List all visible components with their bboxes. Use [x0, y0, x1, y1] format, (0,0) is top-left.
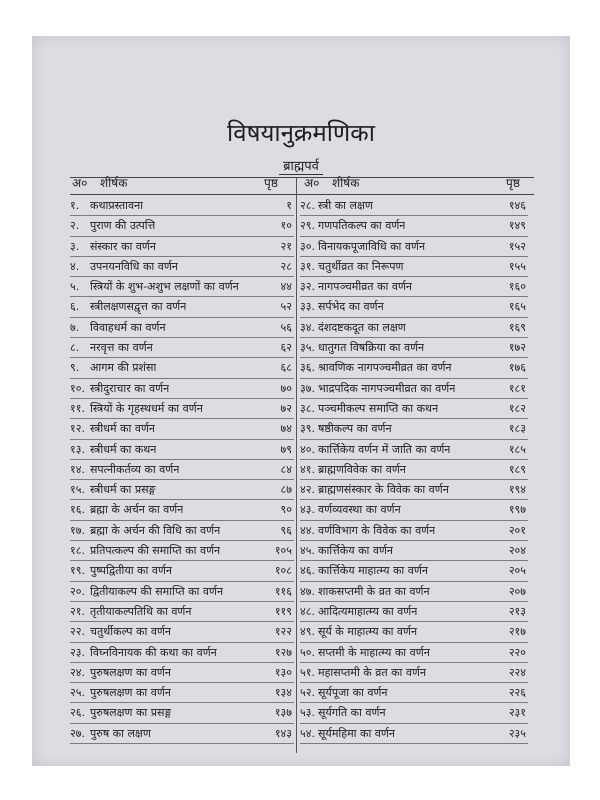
- toc-entry-page: ५६: [280, 320, 292, 334]
- toc-entry-number: ३३.: [300, 300, 315, 314]
- toc-entry-title: विघ्नविनायक की कथा का वर्णन: [90, 645, 217, 659]
- toc-row: [300, 338, 528, 358]
- toc-entry-title: कार्त्तिकेय वर्णन में जाति का वर्णन: [318, 442, 451, 456]
- toc-entry-number: ६.: [70, 300, 80, 314]
- toc-entry-page: १३४: [274, 686, 292, 700]
- toc-entry-title: प्रतिपत्कल्प की समाप्ति का वर्णन: [90, 544, 221, 558]
- toc-row: [70, 440, 294, 460]
- toc-entry-page: २२०: [508, 645, 526, 659]
- toc-entry-page: ८४: [280, 462, 292, 476]
- toc-row: [300, 521, 528, 541]
- toc-entry-number: ३६.: [300, 361, 315, 375]
- toc-entry-number: १०.: [70, 381, 85, 395]
- toc-entry-number: ७.: [70, 320, 80, 334]
- toc-entry-number: २५.: [70, 686, 85, 700]
- toc-entry-page: १६०: [508, 280, 526, 294]
- toc-entry-page: १९४: [508, 483, 526, 497]
- toc-entry-page: २०४: [508, 544, 526, 558]
- toc-row: [70, 663, 294, 683]
- toc-entry-page: १७२: [508, 341, 526, 355]
- toc-entry-page: १०५: [274, 544, 292, 558]
- toc-entry-title: पुरुषलक्षण का वर्णन: [90, 686, 171, 700]
- toc-row: [70, 216, 294, 236]
- toc-entry-page: ११६: [274, 584, 292, 598]
- toc-column-right: [300, 196, 528, 744]
- toc-entry-page: २१७: [508, 625, 526, 639]
- toc-entry-number: २३.: [70, 645, 85, 659]
- toc-row: [70, 541, 294, 561]
- toc-row: [300, 643, 528, 663]
- toc-row: [300, 440, 528, 460]
- toc-entry-number: १३.: [70, 442, 85, 456]
- toc-entry-title: सूर्यमहिमा का वर्णन: [318, 726, 395, 740]
- toc-entry-number: १४.: [70, 462, 85, 476]
- toc-entry-title: कार्त्तिकेय माहात्म्य का वर्णन: [318, 564, 428, 578]
- toc-entry-title: गणपतिकल्प का वर्णन: [318, 219, 406, 233]
- toc-entry-title: सप्तमी के माहात्म्य का वर्णन: [318, 645, 430, 659]
- toc-entry-number: ५१.: [300, 665, 315, 679]
- toc-entry-number: २१.: [70, 604, 85, 618]
- toc-entry-number: ४२.: [300, 483, 315, 497]
- toc-entry-page: ११९: [274, 604, 292, 618]
- toc-entry-title: षष्ठीकल्प का वर्णन: [318, 422, 392, 436]
- toc-entry-number: ४९.: [300, 625, 315, 639]
- toc-entry-number: ३.: [70, 239, 80, 253]
- toc-entry-number: ११.: [70, 401, 85, 415]
- header-num-right: अ०: [304, 176, 320, 190]
- toc-entry-page: १४३: [274, 726, 292, 740]
- header-page-left: पृष्ठ: [264, 176, 278, 190]
- toc-entry-title: श्रावणिक नागपञ्चमीव्रत का वर्णन: [318, 361, 452, 375]
- toc-row: [300, 561, 528, 581]
- toc-row: [70, 643, 294, 663]
- toc-row: [300, 297, 528, 317]
- toc-entry-title: पुराण की उत्पत्ति: [90, 219, 156, 233]
- toc-entry-page: २०१: [508, 523, 526, 537]
- toc-entry-page: १०८: [274, 564, 292, 578]
- toc-entry-page: ९६: [280, 523, 292, 537]
- toc-row: [70, 257, 294, 277]
- toc-entry-number: १८.: [70, 544, 85, 558]
- toc-entry-number: २९.: [300, 219, 315, 233]
- toc-entry-title: स्त्री का लक्षण: [318, 199, 373, 212]
- toc-row: [300, 460, 528, 480]
- book-page: [32, 36, 570, 766]
- toc-entry-title: स्त्रीदुराचार का वर्णन: [90, 381, 170, 395]
- toc-entry-title: वर्णविभाग के विवेक का वर्णन: [318, 523, 436, 537]
- toc-entry-number: ५.: [70, 280, 80, 294]
- toc-entry-page: ९०: [280, 503, 292, 517]
- toc-entry-title: पञ्चमीकल्प समाप्ति का कथन: [318, 401, 439, 415]
- toc-row: [70, 683, 294, 703]
- toc-entry-title: पुरुषलक्षण का वर्णन: [90, 665, 171, 679]
- toc-entry-page: ७९: [280, 442, 292, 456]
- toc-row: [300, 724, 528, 744]
- toc-entry-page: १८२: [508, 401, 526, 415]
- toc-entry-title: सूर्यपूजा का वर्णन: [318, 686, 388, 700]
- toc-entry-title: नागपञ्चमीव्रत का वर्णन: [318, 280, 413, 294]
- toc-entry-number: १६.: [70, 503, 85, 517]
- toc-entry-page: २०७: [508, 584, 526, 598]
- toc-entry-number: ३४.: [300, 320, 315, 334]
- toc-entry-number: ४५.: [300, 544, 315, 558]
- toc-entry-page: १८५: [508, 442, 526, 456]
- toc-entry-title: सूर्यगति का वर्णन: [318, 706, 386, 720]
- toc-entry-title: नरवृत्त का वर्णन: [90, 341, 153, 355]
- toc-entry-page: २२४: [508, 665, 526, 679]
- toc-row: [70, 237, 294, 257]
- toc-entry-number: २०.: [70, 584, 85, 598]
- toc-entry-number: २७.: [70, 726, 85, 740]
- toc-entry-title: ब्राह्मणविवेक का वर्णन: [318, 462, 406, 476]
- toc-entry-page: १५२: [508, 239, 526, 253]
- toc-entry-title: पुष्पद्वितीया का वर्णन: [90, 564, 173, 578]
- toc-entry-title: सपत्नीकर्तव्य का वर्णन: [90, 462, 180, 476]
- toc-entry-page: ७०: [280, 381, 292, 395]
- toc-entry-number: १५.: [70, 483, 85, 497]
- toc-row: [300, 277, 528, 297]
- toc-entry-number: ३२.: [300, 280, 315, 294]
- toc-row: [70, 399, 294, 419]
- header-rule-top: [70, 177, 534, 178]
- toc-entry-title: ब्रह्मा के अर्चन की विधि का वर्णन: [90, 523, 221, 537]
- toc-entry-number: ४४.: [300, 523, 315, 537]
- toc-entry-title: स्त्रीधर्म का कथन: [90, 442, 157, 456]
- toc-entry-title: सूर्य के माहात्म्य का वर्णन: [318, 625, 418, 639]
- toc-entry-page: १५५: [508, 259, 526, 273]
- toc-row: [300, 379, 528, 399]
- toc-entry-number: ४१.: [300, 462, 315, 476]
- toc-entry-title: विवाहधर्म का वर्णन: [90, 320, 166, 334]
- toc-row: [70, 277, 294, 297]
- toc-row: [70, 196, 294, 216]
- toc-row: [300, 318, 528, 338]
- toc-entry-title: कथाप्रस्तावना: [90, 199, 144, 212]
- toc-row: [300, 622, 528, 642]
- toc-row: [70, 521, 294, 541]
- toc-row: [70, 703, 294, 723]
- toc-entry-page: २८: [280, 259, 292, 273]
- toc-row: [70, 297, 294, 317]
- toc-entry-title: उपनयनविधि का वर्णन: [90, 259, 178, 273]
- toc-entry-page: २०५: [508, 564, 526, 578]
- toc-entry-number: ३८.: [300, 401, 315, 415]
- toc-entry-page: १४९: [508, 219, 526, 233]
- toc-entry-number: १९.: [70, 564, 85, 578]
- toc-row: [70, 358, 294, 378]
- toc-entry-title: सर्पभेद का वर्णन: [318, 300, 384, 314]
- header-page-right: पृष्ठ: [506, 176, 520, 190]
- toc-entry-number: ४८.: [300, 604, 315, 618]
- toc-entry-page: १६९: [508, 320, 526, 334]
- toc-row: [300, 541, 528, 561]
- toc-row: [70, 480, 294, 500]
- toc-column-left: [70, 196, 294, 744]
- toc-entry-number: ४७.: [300, 584, 315, 598]
- toc-row: [70, 500, 294, 520]
- toc-entry-title: स्त्रीलक्षणसद्वृत्त का वर्णन: [90, 300, 187, 314]
- toc-row: [300, 257, 528, 277]
- toc-entry-title: ब्राह्मणसंस्कार के विवेक का वर्णन: [318, 483, 449, 497]
- toc-entry-number: २.: [70, 219, 80, 233]
- toc-entry-page: १४६: [508, 199, 526, 212]
- toc-entry-number: ९.: [70, 361, 80, 375]
- toc-entry-page: १३०: [274, 665, 292, 679]
- toc-entry-title: भाद्रपदिक नागपञ्चमीव्रत का वर्णन: [318, 381, 456, 395]
- toc-entry-number: २२.: [70, 625, 85, 639]
- header-rule-bottom: [70, 194, 534, 195]
- toc-row: [70, 338, 294, 358]
- toc-entry-page: ७४: [280, 422, 292, 436]
- toc-entry-page: २२६: [508, 686, 526, 700]
- toc-entry-title: शाकसप्तमी के व्रत का वर्णन: [318, 584, 430, 598]
- toc-row: [70, 379, 294, 399]
- toc-entry-number: ५०.: [300, 645, 315, 659]
- toc-entry-title: द्वितीयाकल्प की समाप्ति का वर्णन: [90, 584, 224, 598]
- toc-entry-number: १.: [70, 199, 80, 212]
- toc-row: [300, 582, 528, 602]
- toc-row: [70, 602, 294, 622]
- toc-row: [300, 237, 528, 257]
- toc-entry-title: स्त्रियों के शुभ-अशुभ लक्षणों का वर्णन: [90, 280, 239, 294]
- toc-entry-title: पुरुषलक्षण का प्रसङ्ग: [90, 706, 172, 720]
- toc-entry-number: ४०.: [300, 442, 315, 456]
- toc-entry-page: २१: [280, 239, 292, 253]
- toc-entry-number: १२.: [70, 422, 85, 436]
- toc-entry-number: ४३.: [300, 503, 315, 517]
- toc-row: [300, 500, 528, 520]
- toc-entry-number: २६.: [70, 706, 85, 720]
- header-title-right: शीर्षक: [332, 176, 360, 190]
- toc-row: [70, 318, 294, 338]
- toc-entry-page: १२७: [274, 645, 292, 659]
- toc-row: [300, 703, 528, 723]
- toc-entry-title: स्त्रीधर्म का वर्णन: [90, 422, 156, 436]
- toc-entry-number: ५३.: [300, 706, 315, 720]
- toc-row: [300, 602, 528, 622]
- toc-row: [300, 399, 528, 419]
- section-heading: [32, 156, 570, 174]
- toc-row: [70, 561, 294, 581]
- toc-row: [300, 419, 528, 439]
- header-title-left: शीर्षक: [100, 176, 128, 190]
- toc-entry-title: कार्त्तिकेय का वर्णन: [318, 544, 394, 558]
- toc-entry-title: पुरुष का लक्षण: [90, 726, 151, 740]
- toc-row: [70, 582, 294, 602]
- toc-entry-page: ६२: [280, 341, 292, 355]
- page-title: विषयानुक्रमणिका: [227, 119, 375, 147]
- toc-entry-page: १८१: [508, 381, 526, 395]
- toc-entry-number: ३०.: [300, 239, 315, 253]
- toc-entry-number: ३९.: [300, 422, 315, 436]
- toc-entry-title: विनायकपूजाविधि का वर्णन: [318, 239, 426, 253]
- toc-entry-page: १०: [280, 219, 292, 233]
- toc-entry-page: १२२: [274, 625, 292, 639]
- toc-row: [300, 663, 528, 683]
- toc-row: [70, 622, 294, 642]
- toc-entry-title: स्त्रियों के गृहस्थधर्म का वर्णन: [90, 401, 203, 415]
- toc-row: [300, 358, 528, 378]
- toc-entry-number: ४६.: [300, 564, 315, 578]
- toc-entry-title: वर्णव्यवस्था का वर्णन: [318, 503, 401, 517]
- toc-entry-title: धातुगत विषक्रिया का वर्णन: [318, 341, 425, 355]
- toc-row: [70, 419, 294, 439]
- toc-entry-title: स्त्रीधर्म का प्रसङ्ग: [90, 483, 156, 497]
- toc-entry-page: २३१: [508, 706, 526, 720]
- toc-entry-number: २८.: [300, 199, 315, 212]
- toc-entry-page: ५२: [280, 300, 292, 314]
- toc-entry-page: १८९: [508, 462, 526, 476]
- toc-entry-number: ५४.: [300, 726, 315, 740]
- section-heading-text: ब्राह्मपर्व: [279, 159, 323, 175]
- toc-entry-number: १७.: [70, 523, 85, 537]
- toc-entry-page: १३७: [274, 706, 292, 720]
- toc-entry-page: ७२: [280, 401, 292, 415]
- toc-entry-page: १९७: [508, 503, 526, 517]
- toc-row: [70, 460, 294, 480]
- header-num-left: अ०: [72, 176, 88, 190]
- toc-entry-number: ८.: [70, 341, 80, 355]
- toc-entry-page: १: [286, 199, 292, 212]
- toc-row: [300, 683, 528, 703]
- toc-entry-title: संस्कार का वर्णन: [90, 239, 156, 253]
- toc-row: [70, 724, 294, 744]
- toc-entry-title: दंशदष्टकदूत का लक्षण: [318, 320, 406, 334]
- toc-entry-title: चतुर्थीकल्प का वर्णन: [90, 625, 172, 639]
- toc-entry-page: १६५: [508, 300, 526, 314]
- toc-entry-page: २१३: [508, 604, 526, 618]
- toc-entry-page: २३५: [508, 726, 526, 740]
- toc-entry-number: ५२.: [300, 686, 315, 700]
- toc-entry-title: तृतीयाकल्पतिथि का वर्णन: [90, 604, 192, 618]
- toc-entry-number: ३७.: [300, 381, 315, 395]
- toc-entry-title: आदित्यमाहात्म्य का वर्णन: [318, 604, 418, 618]
- toc-entry-title: चतुर्थीव्रत का निरूपण: [318, 259, 404, 273]
- toc-entry-title: आगम की प्रशंसा: [90, 361, 157, 375]
- toc-entry-page: ६८: [280, 361, 292, 375]
- toc-entry-number: ३१.: [300, 259, 315, 273]
- toc-entry-number: ३५.: [300, 341, 315, 355]
- toc-entry-title: ब्रह्मा के अर्चन का वर्णन: [90, 503, 184, 517]
- toc-entry-number: २४.: [70, 665, 85, 679]
- toc-entry-page: ४४: [280, 280, 292, 294]
- toc-entry-page: ८७: [280, 483, 292, 497]
- toc-row: [300, 480, 528, 500]
- toc-entry-title: महासप्तमी के व्रत का वर्णन: [318, 665, 427, 679]
- toc-row: [300, 196, 528, 216]
- toc-entry-number: ४.: [70, 259, 80, 273]
- toc-entry-page: १७६: [508, 361, 526, 375]
- column-divider: [296, 177, 297, 753]
- toc-row: [300, 216, 528, 236]
- toc-entry-page: १८३: [508, 422, 526, 436]
